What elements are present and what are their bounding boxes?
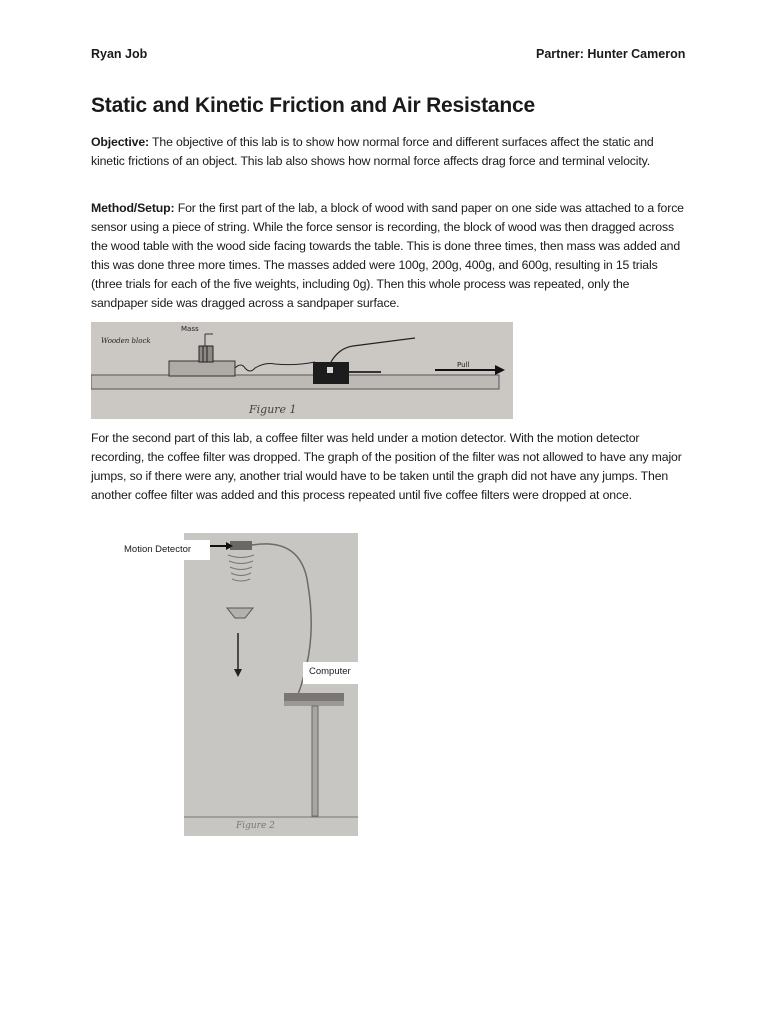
objective-label: Objective:: [91, 135, 149, 149]
figure-1-pull-label: Pull: [457, 361, 470, 369]
figure-1-mass-label: Mass: [181, 325, 199, 333]
figure-1-block-label: Wooden block: [101, 337, 151, 345]
motion-detector-label: Motion Detector: [118, 540, 210, 560]
figure-1-caption: Figure 1: [249, 403, 297, 416]
motion-detector-arrow-head: [226, 542, 233, 550]
partner-name: Partner: Hunter Cameron: [536, 47, 686, 61]
objective-text: The objective of this lab is to show how normal force and different surfaces affect the static and kinetic frictions of an object. This lab also shows how normal force affects drag force and terminal velocity.: [91, 135, 654, 168]
author-name: Ryan Job: [91, 47, 148, 61]
page-title: Static and Kinetic Friction and Air Resistance: [91, 94, 535, 117]
method-text: For the first part of the lab, a block of wood with sand paper on one side was attached to a force sensor using a piece of string. While the force sensor is recording, the block of wood was then dragged across the wood table with the wood side facing towards the table. This is done three times, then mass was added and this was done three more times. The masses added were 100g, 200g, 400g, and 600g, resulting in 15 trials (three trials for each of the five weights, including 0g). Then this whole process was repeated, only the sandpaper side was dragged across a sandpaper surface.: [91, 201, 684, 310]
computer-label: Computer: [303, 662, 358, 684]
figure-1-image: [91, 322, 513, 419]
figure-2-image: [184, 533, 358, 836]
figure-2-caption: Figure 2: [236, 821, 275, 831]
objective-paragraph: [91, 133, 687, 171]
second-part-paragraph: For the second part of this lab, a coffee filter was held under a motion detector. With the motion detector recording, the coffee filter was dropped. The graph of the position of the filter was not allowed to have any major jumps, so if there were any, another trial would have to be taken until the graph did not have any jumps. Then another coffee filter was added and this process repeated until five coffee filters were dropped at once.: [91, 431, 682, 502]
method-label: Method/Setup:: [91, 201, 175, 215]
method-paragraph: [91, 199, 687, 313]
